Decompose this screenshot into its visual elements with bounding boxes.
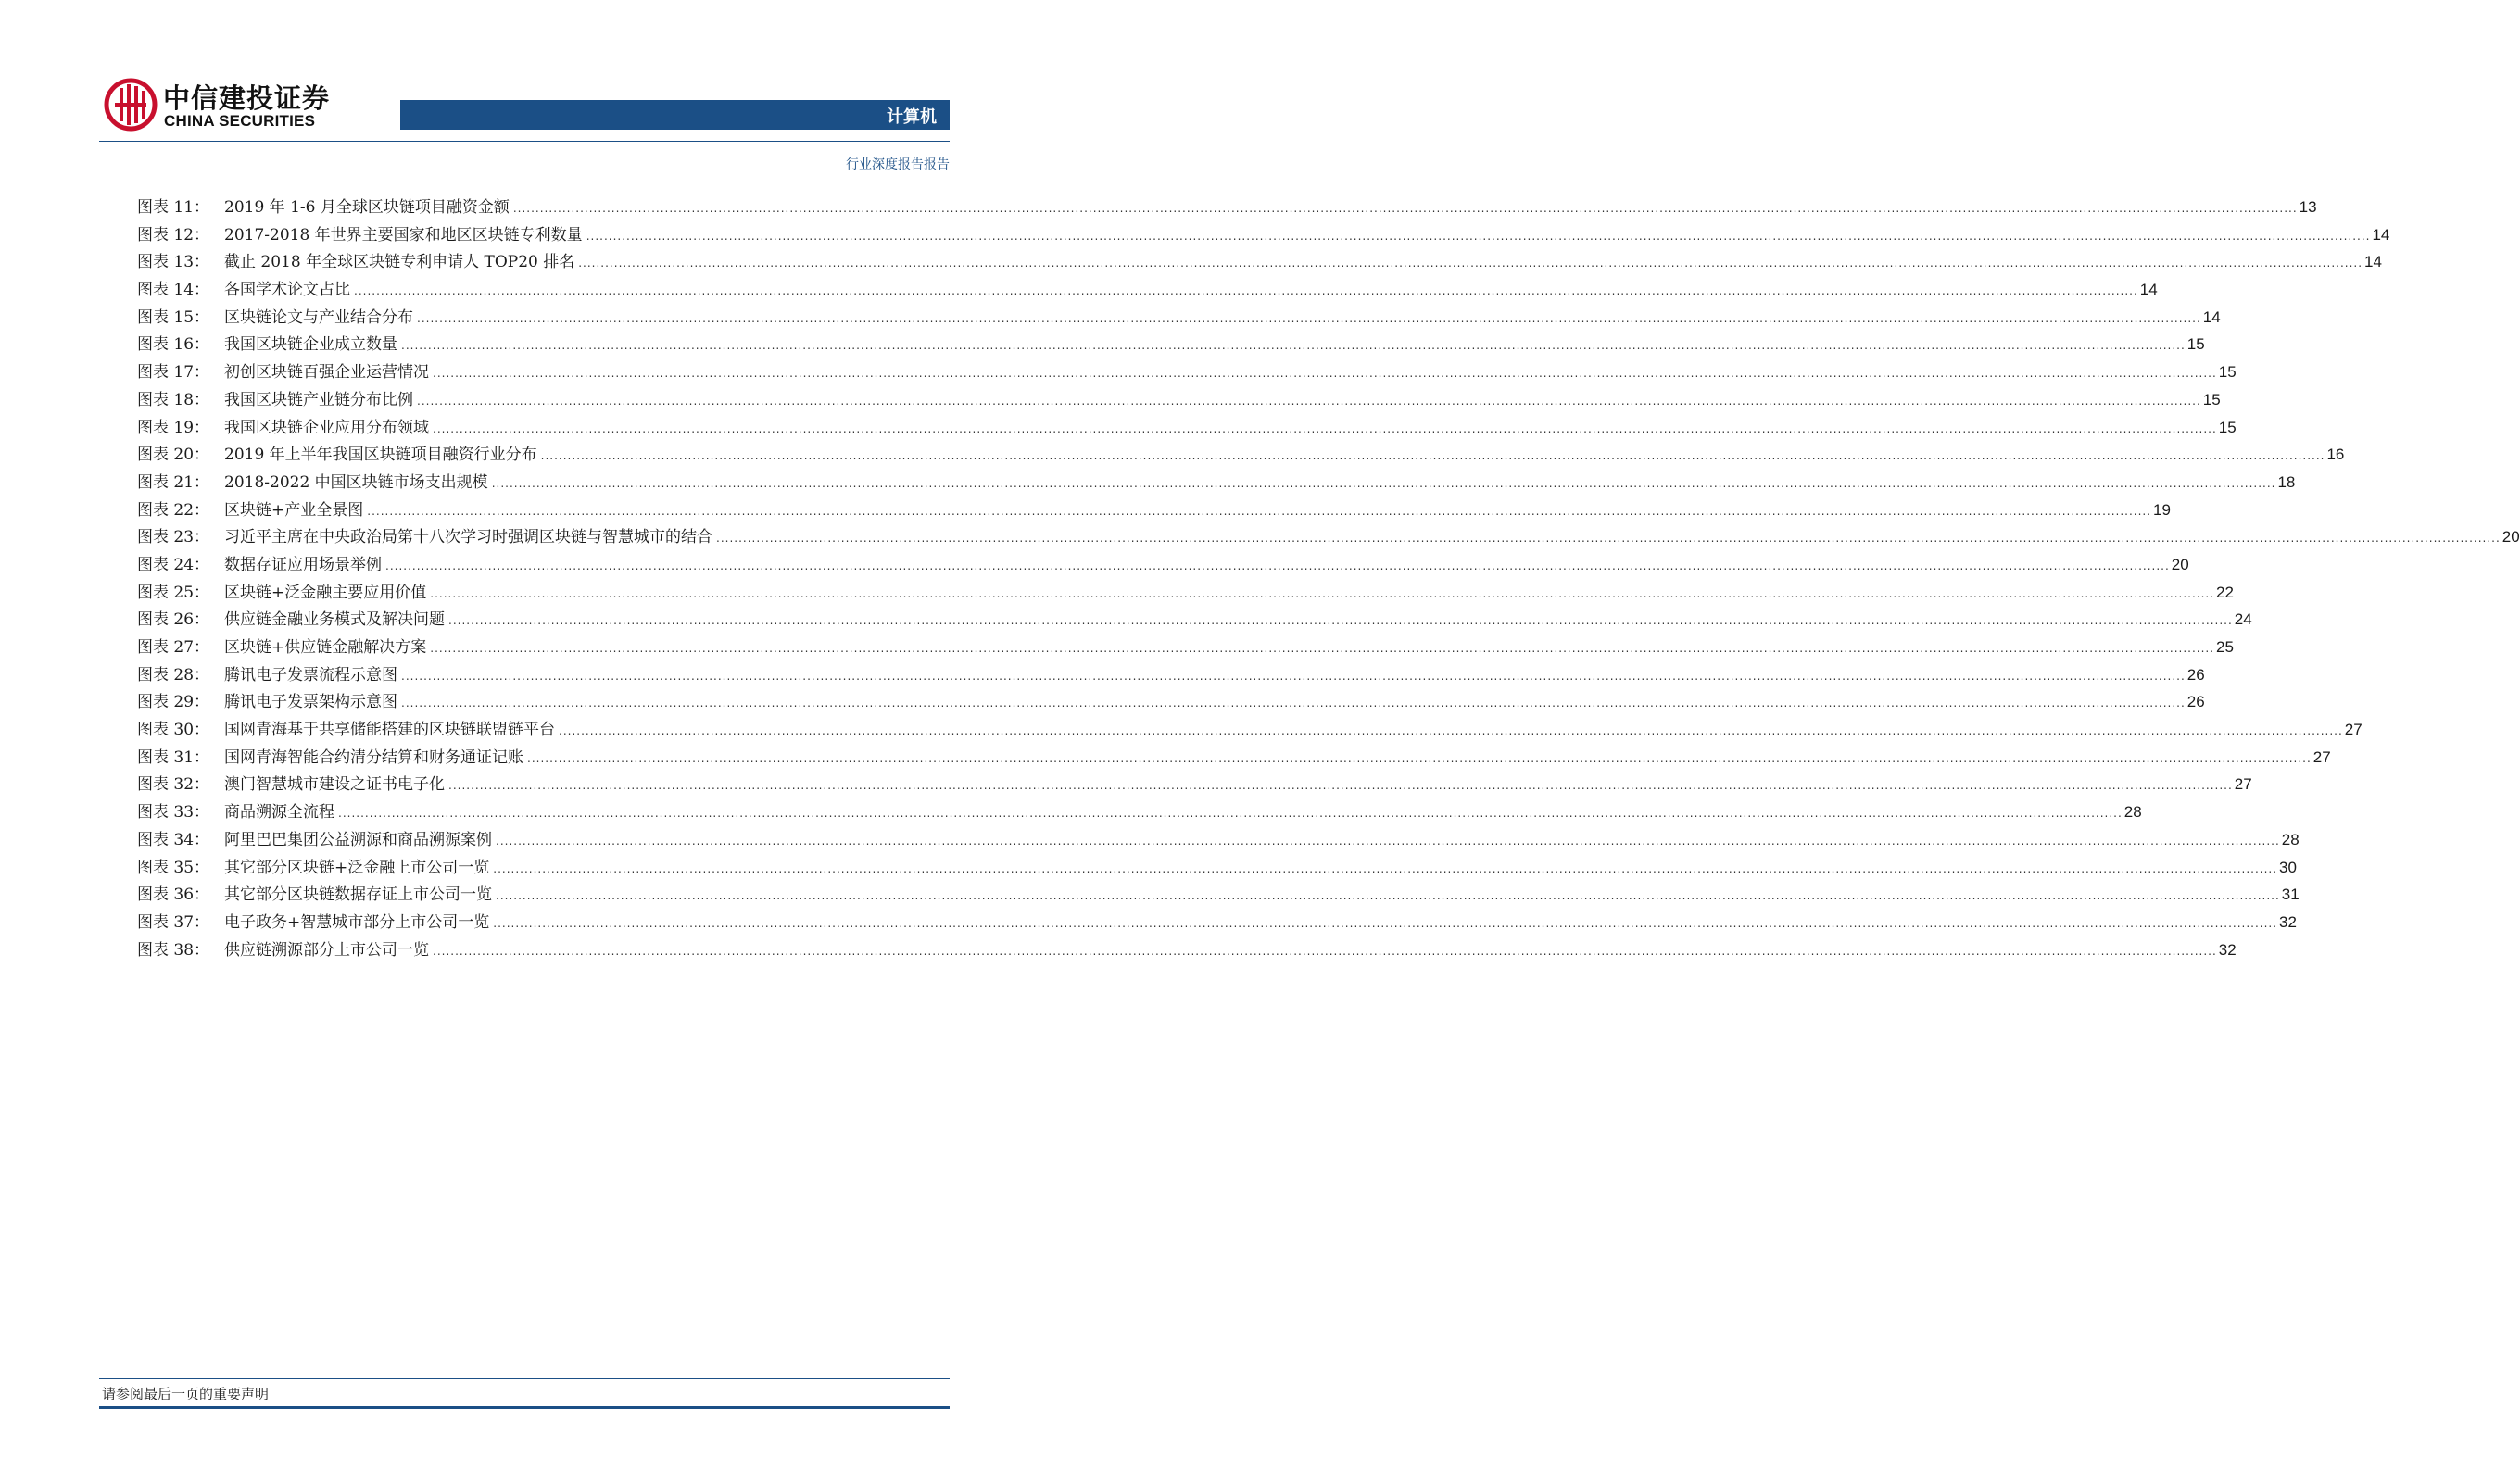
report-type-label: 行业深度报告报告: [846, 157, 950, 172]
toc-entry-title: 国网青海基于共享储能搭建的区块链联盟链平台: [224, 721, 555, 740]
toc-entry[interactable]: [137, 469, 2296, 496]
toc-entry-label: 图表 15：: [137, 308, 210, 327]
toc-dot-leader: ................................................................................................................................................................................................................................................................................................................................................................................................................: [338, 807, 2123, 821]
toc-entry-title: 澳门智慧城市建设之证书电子化: [224, 775, 445, 795]
toc-entry-title: 区块链+供应链金融解决方案: [224, 638, 427, 657]
figure-index-list: [137, 194, 2520, 963]
toc-dot-leader: ................................................................................................................................................................................................................................................................................................................................................................................................................: [401, 697, 2186, 710]
toc-entry-page: 28: [2123, 803, 2142, 822]
toc-entry[interactable]: [137, 194, 2317, 221]
toc-entry-label: 图表 31：: [137, 747, 210, 767]
toc-entry-label: 图表 30：: [137, 721, 210, 740]
category-bar: [400, 100, 950, 130]
toc-entry[interactable]: [137, 304, 2221, 332]
toc-entry-page: 16: [2326, 446, 2345, 464]
toc-dot-leader: ................................................................................................................................................................................................................................................................................................................................................................................................................: [493, 916, 2278, 930]
toc-entry[interactable]: [137, 798, 2142, 826]
toc-entry[interactable]: [137, 551, 2189, 579]
toc-dot-leader: ................................................................................................................................................................................................................................................................................................................................................................................................................: [417, 394, 2201, 408]
toc-dot-leader: ................................................................................................................................................................................................................................................................................................................................................................................................................: [540, 449, 2325, 463]
toc-entry-label: 图表 35：: [137, 858, 210, 877]
toc-entry-label: 图表 32：: [137, 775, 210, 795]
toc-entry[interactable]: [137, 716, 2362, 744]
toc-entry-title: 区块链论文与产业结合分布: [224, 308, 413, 327]
toc-entry-title: 我国区块链企业成立数量: [224, 335, 397, 355]
toc-entry[interactable]: [137, 221, 2390, 249]
toc-entry-label: 图表 21：: [137, 472, 210, 492]
toc-entry[interactable]: [137, 276, 2158, 304]
toc-dot-leader: ................................................................................................................................................................................................................................................................................................................................................................................................................: [496, 834, 2280, 848]
toc-entry-title: 其它部分区块链+泛金融上市公司一览: [224, 858, 490, 877]
toc-entry-title: 国网青海智能合约清分结算和财务通证记账: [224, 747, 523, 767]
toc-dot-leader: ................................................................................................................................................................................................................................................................................................................................................................................................................: [586, 229, 2371, 243]
toc-entry-page: 24: [2234, 610, 2252, 629]
toc-dot-leader: ................................................................................................................................................................................................................................................................................................................................................................................................................: [448, 779, 2233, 793]
toc-entry-label: 图表 34：: [137, 830, 210, 849]
brand-name-cn: 中信建投证券: [163, 82, 331, 114]
toc-entry-title: 数据存证应用场景举例: [224, 555, 382, 574]
toc-entry-label: 图表 29：: [137, 693, 210, 712]
toc-entry-label: 图表 19：: [137, 418, 210, 437]
toc-entry-title: 截止 2018 年全球区块链专利申请人 TOP20 排名: [224, 253, 575, 272]
toc-entry-page: 26: [2186, 665, 2205, 684]
toc-entry[interactable]: [137, 688, 2205, 716]
toc-entry-page: 32: [2279, 912, 2297, 931]
toc-entry-page: 14: [2202, 308, 2221, 326]
toc-dot-leader: ................................................................................................................................................................................................................................................................................................................................................................................................................: [430, 586, 2215, 600]
toc-entry-page: 31: [2281, 885, 2300, 904]
toc-entry-label: 图表 36：: [137, 885, 210, 905]
toc-entry-page: 18: [2277, 472, 2296, 491]
toc-dot-leader: ................................................................................................................................................................................................................................................................................................................................................................................................................: [512, 202, 2298, 215]
toc-entry[interactable]: [137, 634, 2234, 661]
toc-entry-page: 13: [2299, 198, 2317, 216]
toc-dot-leader: ................................................................................................................................................................................................................................................................................................................................................................................................................: [493, 861, 2278, 875]
toc-entry-page: 14: [2372, 225, 2390, 244]
toc-entry-page: 25: [2216, 638, 2234, 656]
toc-entry-page: 27: [2312, 747, 2331, 766]
toc-entry[interactable]: [137, 881, 2300, 909]
brand-name-en: CHINA SECURITIES: [164, 112, 316, 130]
toc-entry-title: 2019 年上半年我国区块链项目融资行业分布: [224, 446, 537, 465]
toc-dot-leader: ................................................................................................................................................................................................................................................................................................................................................................................................................: [430, 642, 2215, 655]
toc-entry-label: 图表 26：: [137, 610, 210, 630]
toc-entry-label: 图表 27：: [137, 638, 210, 657]
toc-entry-title: 习近平主席在中央政治局第十八次学习时强调区块链与智慧城市的结合: [224, 528, 712, 547]
footer-divider-thick: [99, 1406, 950, 1409]
toc-dot-leader: ................................................................................................................................................................................................................................................................................................................................................................................................................: [496, 889, 2280, 903]
toc-entry-page: 15: [2218, 418, 2236, 436]
toc-entry-title: 初创区块链百强企业运营情况: [224, 363, 429, 383]
toc-entry[interactable]: [137, 358, 2236, 386]
toc-entry[interactable]: [137, 386, 2221, 414]
toc-entry-title: 其它部分区块链数据存证上市公司一览: [224, 885, 492, 905]
toc-entry-page: 15: [2218, 363, 2236, 382]
toc-entry-page: 20: [2501, 528, 2520, 546]
toc-entry[interactable]: [137, 661, 2205, 689]
toc-entry-title: 商品溯源全流程: [224, 803, 334, 823]
toc-entry-label: 图表 18：: [137, 390, 210, 409]
toc-entry-label: 图表 38：: [137, 940, 210, 960]
toc-entry-title: 我国区块链企业应用分布领域: [224, 418, 429, 437]
toc-entry-title: 供应链溯源部分上市公司一览: [224, 940, 429, 960]
category-label: 计算机: [887, 107, 937, 127]
toc-entry-title: 腾讯电子发票流程示意图: [224, 665, 397, 684]
toc-entry-page: 32: [2218, 940, 2236, 959]
toc-entry-title: 电子政务+智慧城市部分上市公司一览: [224, 912, 490, 932]
footer-divider-thin: [99, 1378, 950, 1379]
toc-entry[interactable]: [137, 854, 2297, 882]
toc-entry[interactable]: [137, 441, 2345, 469]
toc-entry-title: 2019 年 1-6 月全球区块链项目融资金额: [224, 198, 510, 217]
toc-entry[interactable]: [137, 579, 2234, 607]
toc-dot-leader: ................................................................................................................................................................................................................................................................................................................................................................................................................: [448, 614, 2233, 628]
toc-entry-title: 各国学术论文占比: [224, 281, 350, 300]
toc-entry-page: 28: [2281, 830, 2300, 848]
toc-entry-title: 2018-2022 中国区块链市场支出规模: [224, 472, 488, 492]
toc-dot-leader: ................................................................................................................................................................................................................................................................................................................................................................................................................: [559, 724, 2343, 738]
toc-entry-label: 图表 20：: [137, 446, 210, 465]
toc-entry[interactable]: [137, 771, 2252, 798]
toc-entry-page: 14: [2139, 281, 2158, 299]
toc-entry-label: 图表 13：: [137, 253, 210, 272]
toc-entry-label: 图表 33：: [137, 803, 210, 823]
toc-entry[interactable]: [137, 523, 2520, 551]
toc-entry-label: 图表 23：: [137, 528, 210, 547]
toc-entry[interactable]: [137, 606, 2252, 634]
toc-entry-page: 15: [2202, 390, 2221, 408]
toc-entry-page: 15: [2186, 335, 2205, 354]
toc-entry-title: 我国区块链产业链分布比例: [224, 390, 413, 409]
toc-entry[interactable]: [137, 826, 2300, 854]
toc-dot-leader: ................................................................................................................................................................................................................................................................................................................................................................................................................: [417, 311, 2201, 325]
toc-entry-page: 20: [2171, 555, 2189, 573]
toc-dot-leader: ................................................................................................................................................................................................................................................................................................................................................................................................................: [385, 559, 2170, 572]
toc-entry-label: 图表 25：: [137, 583, 210, 602]
toc-dot-leader: ................................................................................................................................................................................................................................................................................................................................................................................................................: [491, 476, 2276, 490]
toc-entry-label: 图表 14：: [137, 281, 210, 300]
toc-entry-label: 图表 37：: [137, 912, 210, 932]
toc-dot-leader: ................................................................................................................................................................................................................................................................................................................................................................................................................: [527, 751, 2312, 765]
footer-disclaimer: 请参阅最后一页的重要声明: [102, 1386, 270, 1402]
toc-dot-leader: ................................................................................................................................................................................................................................................................................................................................................................................................................: [433, 367, 2217, 381]
toc-entry[interactable]: [137, 744, 2331, 772]
toc-entry-title: 腾讯电子发票架构示意图: [224, 693, 397, 712]
toc-entry-label: 图表 24：: [137, 555, 210, 574]
toc-dot-leader: ................................................................................................................................................................................................................................................................................................................................................................................................................: [433, 421, 2217, 435]
china-securities-logo-icon: [104, 78, 158, 132]
toc-entry-title: 2017-2018 年世界主要国家和地区区块链专利数量: [224, 225, 583, 245]
toc-dot-leader: ................................................................................................................................................................................................................................................................................................................................................................................................................: [433, 944, 2217, 958]
toc-entry[interactable]: [137, 331, 2205, 358]
toc-entry-title: 区块链+泛金融主要应用价值: [224, 583, 427, 602]
toc-dot-leader: ................................................................................................................................................................................................................................................................................................................................................................................................................: [716, 532, 2501, 546]
toc-entry-page: 30: [2279, 858, 2297, 876]
toc-dot-leader: ................................................................................................................................................................................................................................................................................................................................................................................................................: [354, 284, 2138, 298]
toc-entry-label: 图表 28：: [137, 665, 210, 684]
toc-entry-label: 图表 17：: [137, 363, 210, 383]
toc-entry-label: 图表 22：: [137, 500, 210, 520]
toc-entry-page: 19: [2153, 500, 2171, 519]
toc-entry[interactable]: [137, 496, 2171, 524]
toc-entry[interactable]: [137, 414, 2236, 442]
toc-entry-page: 26: [2186, 693, 2205, 711]
toc-entry[interactable]: [137, 248, 2382, 276]
toc-dot-leader: ................................................................................................................................................................................................................................................................................................................................................................................................................: [578, 257, 2363, 270]
toc-entry-page: 27: [2234, 775, 2252, 794]
toc-entry-page: 14: [2364, 253, 2382, 271]
toc-entry-title: 阿里巴巴集团公益溯源和商品溯源案例: [224, 830, 492, 849]
toc-entry-label: 图表 12：: [137, 225, 210, 245]
toc-entry[interactable]: [137, 936, 2236, 964]
toc-dot-leader: ................................................................................................................................................................................................................................................................................................................................................................................................................: [401, 339, 2186, 353]
toc-dot-leader: ................................................................................................................................................................................................................................................................................................................................................................................................................: [367, 504, 2152, 518]
toc-entry-page: 27: [2344, 721, 2362, 739]
toc-entry-label: 图表 11：: [137, 198, 210, 217]
toc-entry-page: 22: [2216, 583, 2234, 601]
toc-entry-title: 区块链+产业全景图: [224, 500, 364, 520]
page-header: [0, 0, 1048, 172]
toc-entry-label: 图表 16：: [137, 335, 210, 355]
toc-dot-leader: ................................................................................................................................................................................................................................................................................................................................................................................................................: [401, 669, 2186, 683]
header-divider: [99, 141, 950, 142]
toc-entry-title: 供应链金融业务模式及解决问题: [224, 610, 445, 630]
toc-entry[interactable]: [137, 909, 2297, 936]
